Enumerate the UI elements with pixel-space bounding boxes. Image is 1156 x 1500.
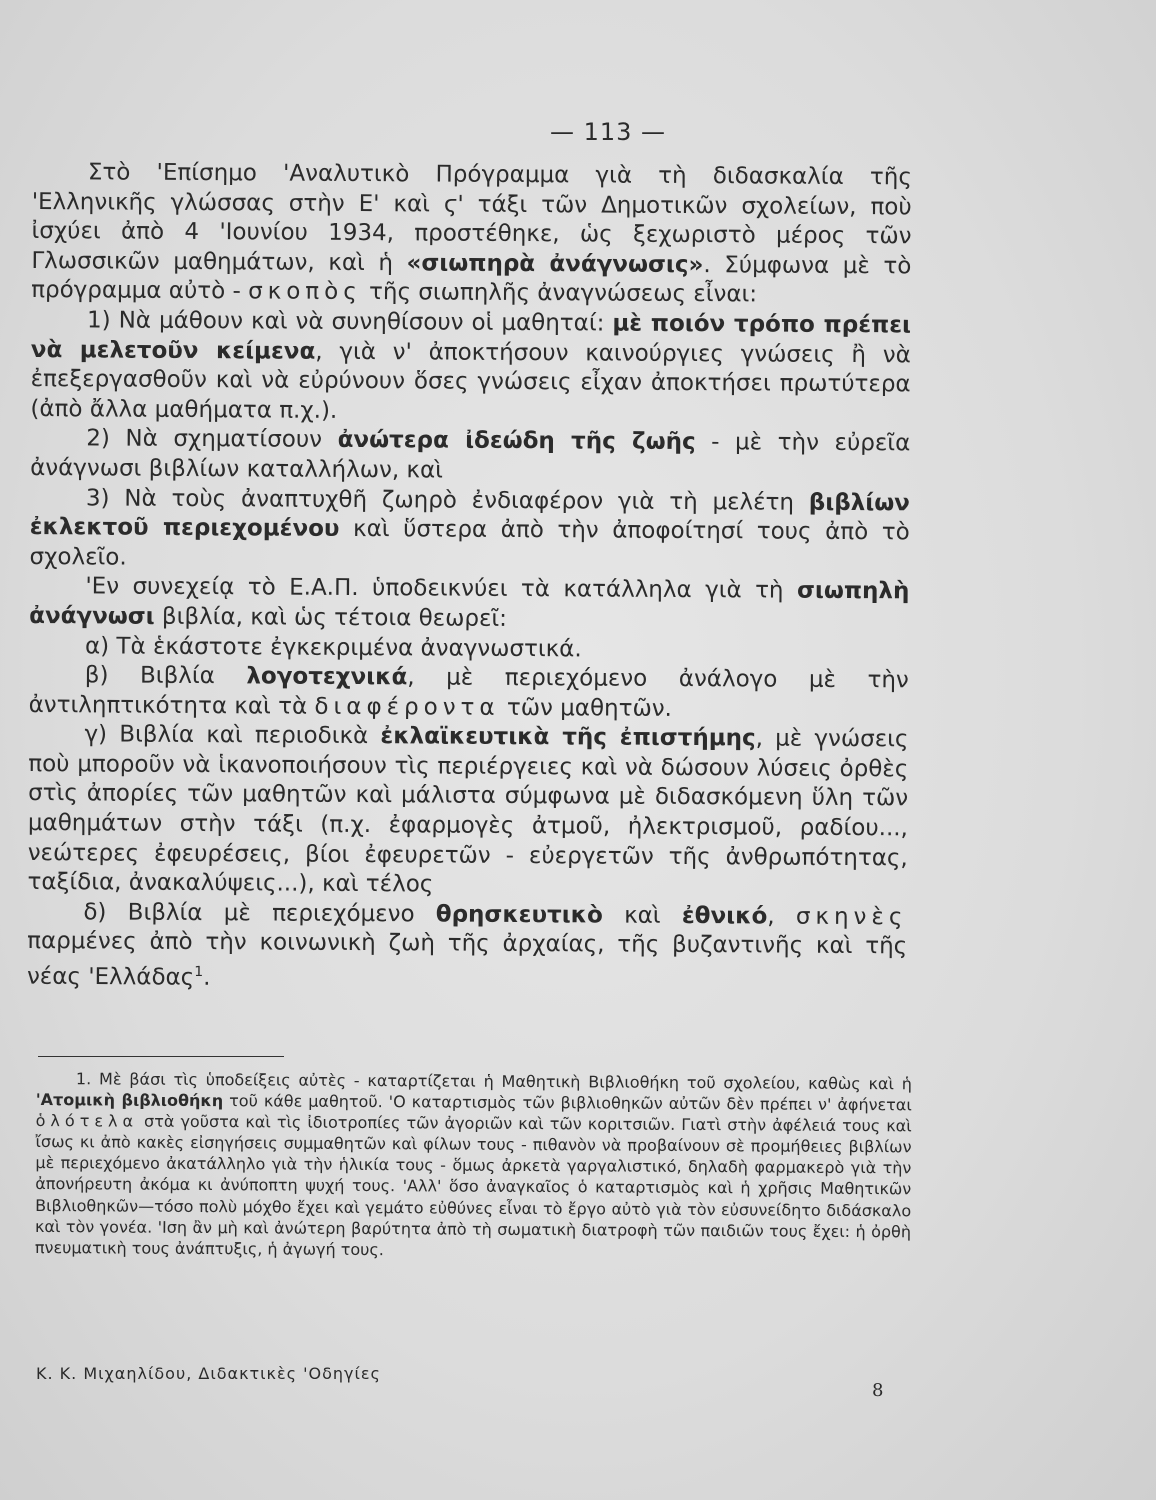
footnote-spaced-word: ὁλότελα [35, 1111, 139, 1131]
item-d-emphasis-2: ἐθνικό [681, 902, 768, 930]
consequence-text: 'Εν συνεχείᾳ τὸ Ε.Α.Π. ὑποδεικνύει τὰ κατάλληλα γιὰ τὴ [85, 573, 798, 604]
goal-3-text-2: καὶ ὕστερα ἀπὸ τὴν ἀποφοίτησί τους ἀπὸ τὸ σχολεῖο. [29, 516, 910, 571]
item-d-text-2: καὶ [602, 902, 682, 929]
footnote-emphasis: 'Ατομικὴ βιβλιοθήκη [35, 1090, 224, 1111]
item-b-text: β) Βιβλία [84, 662, 247, 690]
intro-emphasis: «σιωπηρὰ ἀνάγνωσις» [406, 250, 704, 278]
item-c [27, 720, 908, 903]
item-d-emphasis: θρησκευτικὸ [435, 901, 603, 929]
goal-3 [29, 484, 910, 578]
item-d-end: . [203, 964, 211, 991]
footnote-text: 1. Μὲ βάσι τὶς ὑποδείξεις αὐτὲς - καταρτίζεται ἡ Μαθητικὴ Βιβλιοθήκη τοῦ σχολείου, καθὼς καὶ ἡ [75, 1069, 912, 1094]
goal-1 [30, 306, 911, 430]
footnote-text-3: στὰ γοῦστα καὶ τὶς ἰδιοτροπίες τῶν ἀγοριῶν καὶ τῶν κοριτσιῶν. Γιατὶ στὴν ἀφέλειά τους καὶ ἴσως κι ἀπὸ κακὲς εἰσηγήσεις συμμαθητῶν καὶ φίλων τους - πιθανὸν νὰ προβαίνουν σὲ προμήθειες βιβλίων μὲ περιεχόμενο ἀκατάλληλο γιὰ τὴν ἡλικία τους - ὅμως ἀρκετὰ γαργαλιστικό, δηλαδὴ φαρμακερὸ γιὰ τὴν ἀπονήρευτη ἀκόμα κι ἀνύποπτη ψυχή τους. 'Αλλ' ὅσο ἀναγκαῖος ὁ καταρτισμὸς καὶ ἡ χρῆσις Μαθητικῶν Βιβλιοθηκῶν—τόσο πολὺ μόχθο ἔχει καὶ γεμάτο εὐθύνες εἶναι τὸ ἔργο αὐτὸ γιὰ τὸν εὐσυνείδητο διδάσκαλο καὶ τὸν γονέα. 'Ιση ἂν μὴ καὶ ἀνώτερη βαρύτητα ἀπὸ τὴ σωματικὴ διατροφὴ τῶν παιδιῶν τους ἔχει: ἡ ὀρθὴ πνευματικὴ τους ἀνάπτυξις, ἡ ἀγωγή τους. [34, 1111, 912, 1259]
signature-line: Κ. Κ. Μιχαηλίδου, Διδακτικὲς 'Οδηγίες [36, 1364, 381, 1383]
footnote-block [35, 1068, 912, 1263]
goal-1-emphasis: μὲ ποιόν τρόπο πρέπει νὰ μελετοῦν κείμενα [30, 310, 912, 365]
intro-text: Στὸ 'Επίσημο 'Αναλυτικὸ Πρόγραμμα γιὰ τὴ διδασκαλία τῆς 'Ελληνικῆς γλώσσας στὴν Ε' καὶ ϛ' τάξι τῶν Δημοτικῶν σχολείων, ποὺ ἰσχύει ἀπὸ 4 'Ιουνίου 1934, προστέθηκε, ὡς ξεχωριστὸ μέρος τῶν Γλωσσικῶν μαθημάτων, καὶ ἡ [31, 159, 912, 277]
item-d-text-3: , [767, 903, 796, 930]
goal-1-text-2: , γιὰ ν' ἀποκτήσουν καινούργιες γνώσεις ἢ νὰ ἐπεξεργασθοῦν καὶ νὰ εὐρύνουν ὅσες γνώσεις εἶχαν ἀποκτήσει πρωτύτερα (ἀπὸ ἄλλα μαθήματα π.χ.). [30, 338, 911, 424]
item-d-text: δ) Βιβλία μὲ περιεχόμενο [83, 899, 436, 928]
item-b-text-2: , μὲ περιεχόμενο ἀνάλογο μὲ τὴν ἀντιληπτικότητα καὶ τὰ [28, 664, 909, 720]
item-c-emphasis: ἐκλαϊκευτικὰ τῆς ἐπιστήμης [380, 723, 756, 752]
footnote-divider [38, 1056, 284, 1057]
item-d [27, 898, 908, 998]
goal-3-emphasis: βιβλίων ἐκλεκτοῦ περιεχομένου [29, 489, 910, 543]
item-c-text: γ) Βιβλία καὶ περιοδικὰ [84, 721, 381, 750]
goal-3-text: 3) Νὰ τοὺς ἀναπτυχθῆ ζωηρὸ ἐνδιαφέρον γιὰ τὴ μελέτη [85, 484, 809, 516]
footnote-marker: 1 [194, 964, 204, 981]
consequence-text-2: βιβλία, καὶ ὡς τέτοια θεωρεῖ: [154, 603, 508, 632]
item-b-emphasis: λογοτεχνικά [246, 663, 408, 691]
goal-2 [30, 424, 910, 489]
goal-2-emphasis: ἀνώτερα ἰδεώδη τῆς ζωῆς [337, 427, 696, 456]
item-d-spaced-word: σκηνὲς [795, 903, 908, 931]
intro-text-2: . Σύμφωνα μὲ τὸ πρόγραμμα αὐτὸ - [31, 251, 912, 305]
intro-text-3: τῆς σιωπηλῆς ἀναγνώσεως εἶναι: [361, 279, 758, 308]
item-b-spaced-word: διαφέροντα [314, 693, 500, 721]
goal-2-text: 2) Νὰ σχηματίσουν [86, 425, 338, 454]
intro-spaced-word: σκοπὸς [248, 278, 362, 306]
footnote-text-2: τοῦ κάθε μαθητοῦ. 'Ο καταρτισμὸς τῶν βιβλιοθηκῶν αὐτῶν δὲν πρέπει ν' ἀφήνεται [223, 1091, 912, 1115]
page-number: — 113 — [549, 118, 667, 146]
goal-1-text: 1) Νὰ μάθουν καὶ νὰ συνηθίσουν οἱ μαθηταί: [86, 307, 613, 337]
item-b [29, 661, 909, 726]
consequence-paragraph [29, 572, 909, 637]
item-a: α) Τὰ ἑκάστοτε ἐγκεκριμένα ἀναγνωστικά. [84, 632, 582, 662]
intro-paragraph [31, 158, 912, 311]
goal-2-text-2: - μὲ τὴν εὐρεῖα ἀνάγνωσι βιβλίων καταλλήλων, καὶ [30, 429, 911, 484]
main-text [27, 158, 912, 998]
footnote-1 [35, 1068, 912, 1263]
consequence-emphasis: σιωπηλὴ ἀνάγνωσι [29, 577, 910, 630]
item-b-text-3: τῶν μαθητῶν. [499, 694, 672, 722]
item-c-text-2: , μὲ γνώσεις ποὺ μποροῦν νὰ ἱκανοποιήσουν τὶς περιέργειες καὶ νὰ δώσουν λύσεις ὀρθὲς στὶς ἀπορίες τῶν μαθητῶν καὶ μάλιστα σύμφωνα μὲ διδασκόμενη ὕλη τῶν μαθημάτων στὴν τάξι (π.χ. ἐφαρμογὲς ἀτμοῦ, ἠλεκτρισμοῦ, ραδίου..., νεώτερες ἐφευρέσεις, βίοι ἐφευρετῶν - εὐεργετῶν τῆς ἀνθρωπότητας, ταξίδια, ἀνακαλύψεις...), καὶ τέλος [27, 725, 909, 898]
sheet-number: 8 [872, 1380, 884, 1401]
item-d-text-4: παρμένες ἀπὸ τὴν κοινωνικὴ ζωὴ τῆς ἀρχαίας, τῆς βυζαντινῆς καὶ τῆς νέας 'Ελλάδας [26, 928, 908, 991]
